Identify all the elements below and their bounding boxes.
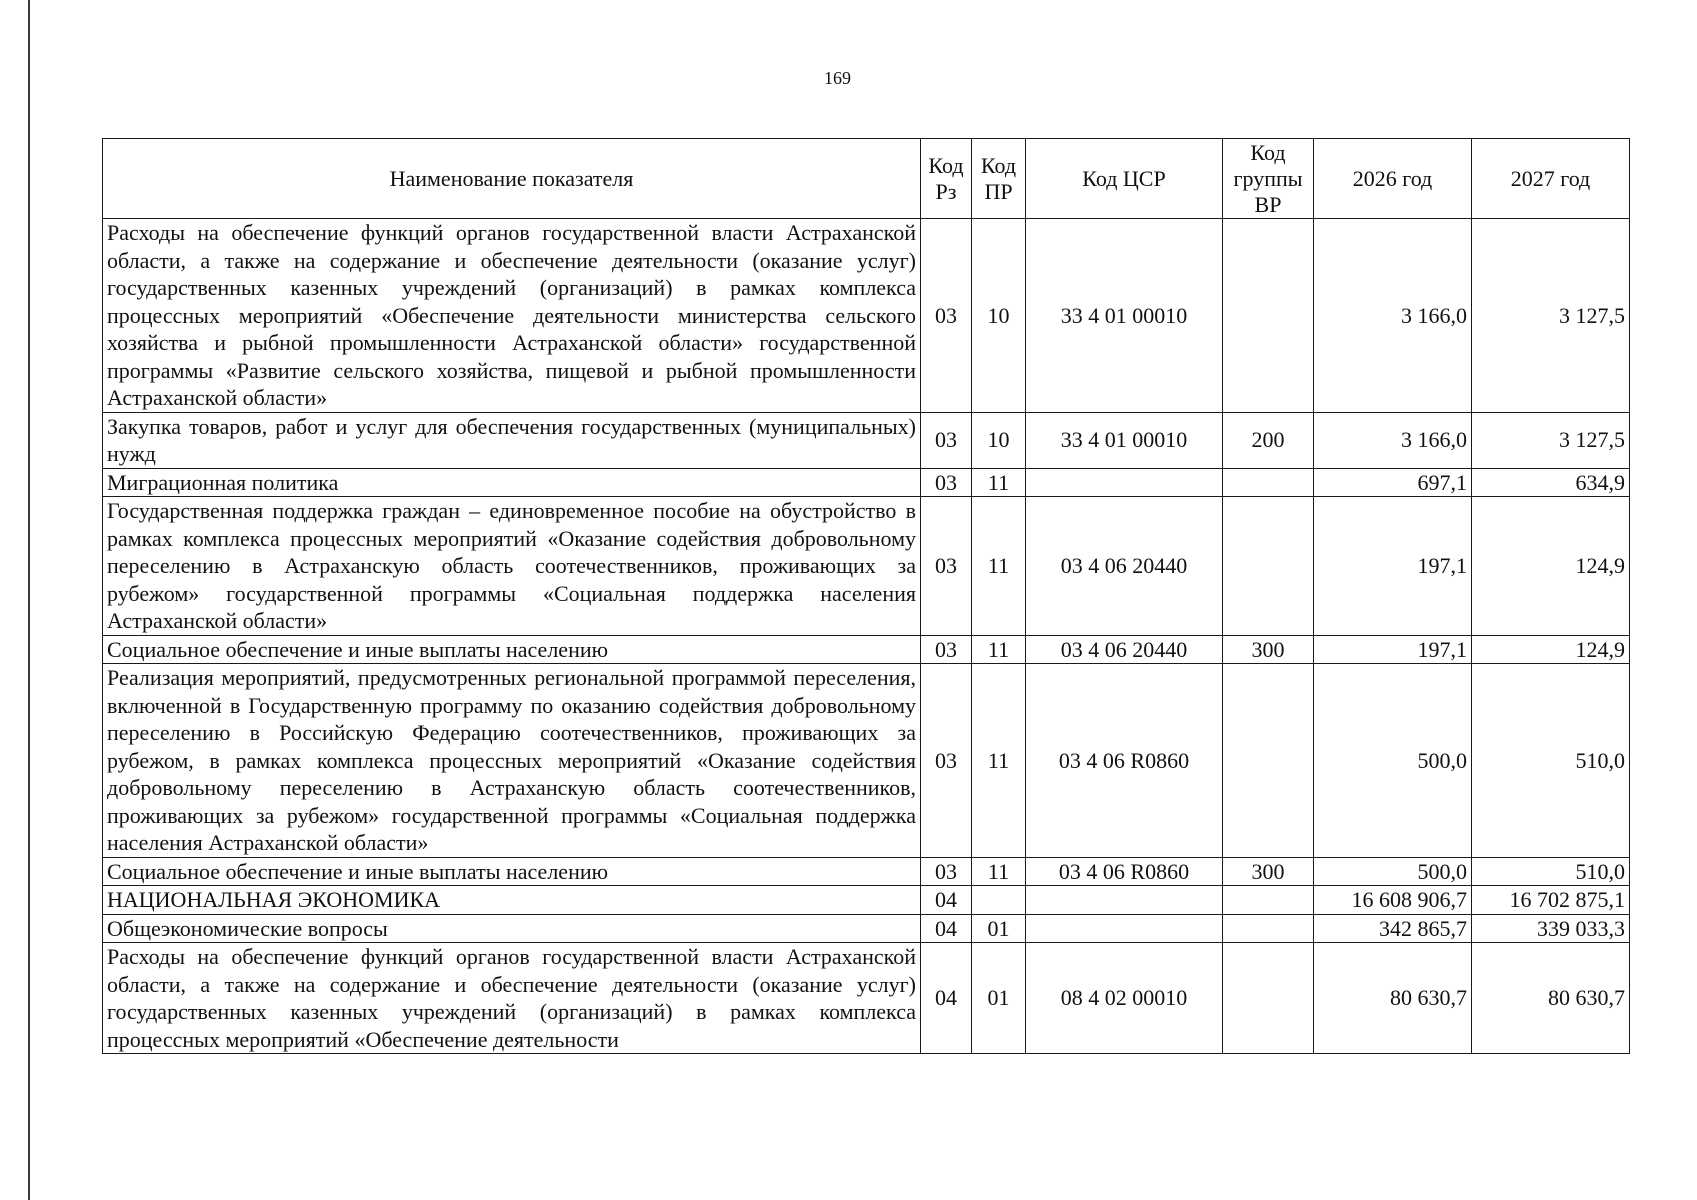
- header-rz: Код Рз: [921, 139, 972, 219]
- table-row: [103, 219, 1630, 413]
- row-rz: 03: [921, 857, 972, 886]
- row-pr: 10: [972, 219, 1026, 413]
- row-vr: 200: [1223, 412, 1314, 468]
- row-pr: 01: [972, 943, 1026, 1054]
- row-name: Расходы на обеспечение функций органов государственной власти Астраханской области, а также на содержание и обеспечение деятельности (оказание услуг) государственных казенных учреждений (организаций) в рамках комплекса процессных мероприятий «Обеспечение деятельности: [103, 943, 921, 1054]
- row-2027: 16 702 875,1: [1472, 886, 1630, 915]
- row-vr: [1223, 664, 1314, 858]
- row-csr: 03 4 06 R0860: [1026, 664, 1223, 858]
- row-csr: 08 4 02 00010: [1026, 943, 1223, 1054]
- row-csr: [1026, 468, 1223, 497]
- table-row: [103, 497, 1630, 636]
- row-2027: 510,0: [1472, 664, 1630, 858]
- row-rz: 03: [921, 219, 972, 413]
- table-row: [103, 943, 1630, 1054]
- row-2026: 197,1: [1314, 635, 1472, 664]
- row-rz: 03: [921, 664, 972, 858]
- row-name: Миграционная политика: [103, 468, 921, 497]
- row-2026: 197,1: [1314, 497, 1472, 636]
- row-2027: 3 127,5: [1472, 219, 1630, 413]
- row-rz: 04: [921, 886, 972, 915]
- row-vr: [1223, 914, 1314, 943]
- row-csr: [1026, 886, 1223, 915]
- row-csr: 03 4 06 R0860: [1026, 857, 1223, 886]
- table-row: [103, 635, 1630, 664]
- row-vr: 300: [1223, 857, 1314, 886]
- row-csr: 03 4 06 20440: [1026, 497, 1223, 636]
- row-rz: 03: [921, 412, 972, 468]
- row-pr: 11: [972, 857, 1026, 886]
- row-vr: [1223, 886, 1314, 915]
- row-name: Государственная поддержка граждан – единовременное пособие на обустройство в рамках комплекса процессных мероприятий «Оказание содействия добровольному переселению в Астраханскую область соотечественников, проживающих за рубежом» государственной программы «Социальная поддержка населения Астраханской области»: [103, 497, 921, 636]
- row-name: Реализация мероприятий, предусмотренных региональной программой переселения, включенной в Государственную программу по оказанию содействия добровольному переселению в Российскую Федерацию соотечественников, проживающих за рубежом, в рамках комплекса процессных мероприятий «Оказание содействия добровольному переселению в Астраханскую область соотечественников, проживающих за рубежом» государственной программы «Социальная поддержка населения Астраханской области»: [103, 664, 921, 858]
- row-pr: [972, 886, 1026, 915]
- row-rz: 04: [921, 943, 972, 1054]
- table-row: [103, 468, 1630, 497]
- row-2026: 3 166,0: [1314, 219, 1472, 413]
- row-pr: 11: [972, 497, 1026, 636]
- page-number: 169: [824, 68, 851, 88]
- row-2026: 500,0: [1314, 857, 1472, 886]
- row-name: Закупка товаров, работ и услуг для обеспечения государственных (муниципальных) нужд: [103, 412, 921, 468]
- table-header-row: [103, 139, 1630, 219]
- row-rz: 04: [921, 914, 972, 943]
- row-2027: 634,9: [1472, 468, 1630, 497]
- table-row: [103, 914, 1630, 943]
- row-csr: 03 4 06 20440: [1026, 635, 1223, 664]
- header-2027: 2027 год: [1472, 139, 1630, 219]
- row-2026: 16 608 906,7: [1314, 886, 1472, 915]
- row-vr: 300: [1223, 635, 1314, 664]
- header-csr: Код ЦСР: [1026, 139, 1223, 219]
- row-pr: 10: [972, 412, 1026, 468]
- table-row: [103, 664, 1630, 858]
- table-row: [103, 886, 1630, 915]
- header-2026: 2026 год: [1314, 139, 1472, 219]
- row-name: НАЦИОНАЛЬНАЯ ЭКОНОМИКА: [103, 886, 921, 915]
- row-2027: 339 033,3: [1472, 914, 1630, 943]
- row-rz: 03: [921, 635, 972, 664]
- header-pr: Код ПР: [972, 139, 1026, 219]
- row-2026: 80 630,7: [1314, 943, 1472, 1054]
- row-rz: 03: [921, 497, 972, 636]
- row-csr: 33 4 01 00010: [1026, 219, 1223, 413]
- row-pr: 11: [972, 664, 1026, 858]
- header-vr: Код группы ВР: [1223, 139, 1314, 219]
- row-csr: 33 4 01 00010: [1026, 412, 1223, 468]
- row-name: Общеэкономические вопросы: [103, 914, 921, 943]
- header-name: Наименование показателя: [103, 139, 921, 219]
- table-row: [103, 857, 1630, 886]
- row-pr: 01: [972, 914, 1026, 943]
- row-2027: 80 630,7: [1472, 943, 1630, 1054]
- row-name: Социальное обеспечение и иные выплаты населению: [103, 635, 921, 664]
- row-2027: 124,9: [1472, 635, 1630, 664]
- row-pr: 11: [972, 468, 1026, 497]
- row-vr: [1223, 943, 1314, 1054]
- row-2027: 124,9: [1472, 497, 1630, 636]
- row-name: Расходы на обеспечение функций органов государственной власти Астраханской области, а также на содержание и обеспечение деятельности (оказание услуг) государственных казенных учреждений (организаций) в рамках комплекса процессных мероприятий «Обеспечение деятельности министерства сельского хозяйства и рыбной промышленности Астраханской области» государственной программы «Развитие сельского хозяйства, пищевой и рыбной промышленности Астраханской области»: [103, 219, 921, 413]
- row-2026: 500,0: [1314, 664, 1472, 858]
- row-csr: [1026, 914, 1223, 943]
- scan-margin-line: [28, 0, 30, 1200]
- row-2026: 342 865,7: [1314, 914, 1472, 943]
- row-2026: 697,1: [1314, 468, 1472, 497]
- row-vr: [1223, 497, 1314, 636]
- budget-table: [102, 138, 1630, 1054]
- table-row: [103, 412, 1630, 468]
- row-rz: 03: [921, 468, 972, 497]
- row-pr: 11: [972, 635, 1026, 664]
- row-2027: 510,0: [1472, 857, 1630, 886]
- row-2026: 3 166,0: [1314, 412, 1472, 468]
- row-vr: [1223, 219, 1314, 413]
- row-name: Социальное обеспечение и иные выплаты населению: [103, 857, 921, 886]
- row-2027: 3 127,5: [1472, 412, 1630, 468]
- row-vr: [1223, 468, 1314, 497]
